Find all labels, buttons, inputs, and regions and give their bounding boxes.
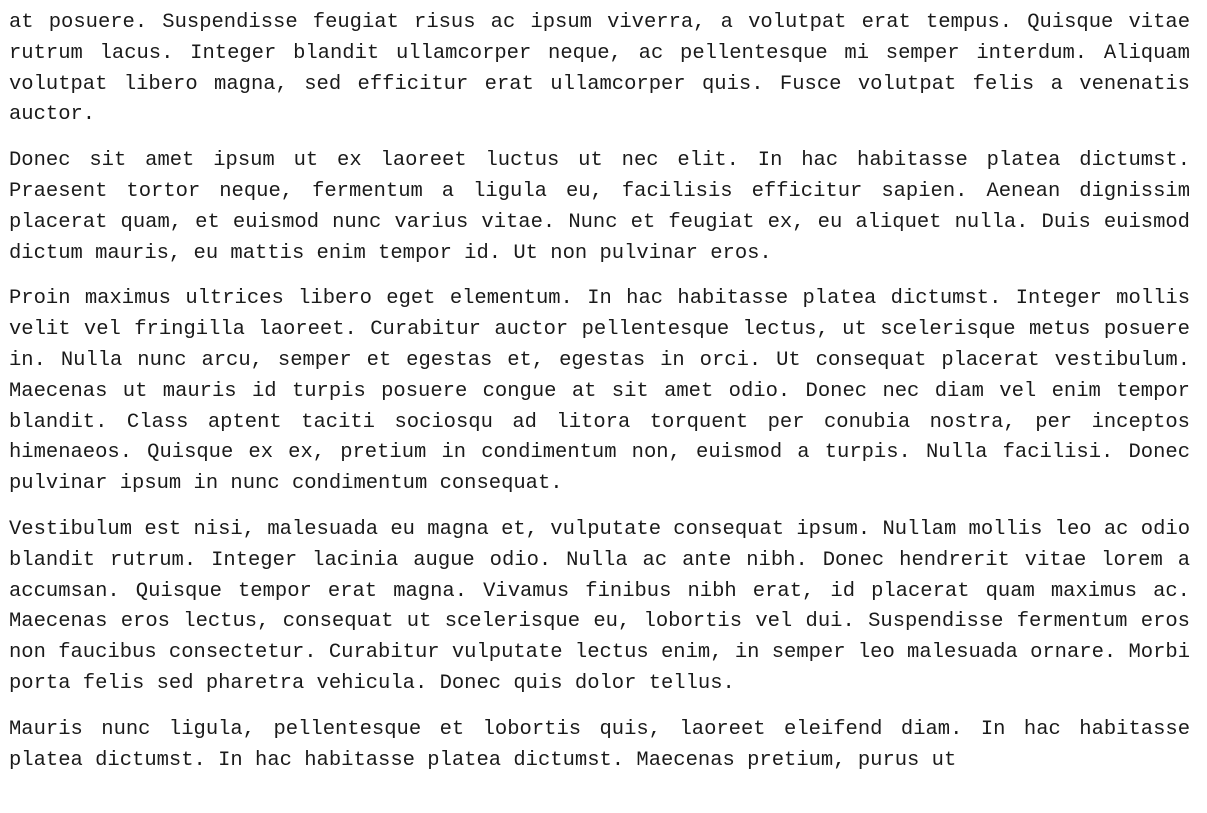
paragraph: Proin maximus ultrices libero eget elementum. In hac habitasse platea dictumst. Integer mollis velit vel fringilla laoreet. Curabitur auctor pellentesque lectus, ut scelerisque metus posuere in. Nulla nunc arcu, semper et egestas et, egestas in orci. Ut consequat placerat vestibulum. Maecenas ut mauris id turpis posuere congue at sit amet odio. Donec nec diam vel enim tempor blandit. Class aptent taciti sociosqu ad litora torquent per conubia nostra, per inceptos himenaeos. Quisque ex ex, pretium in condimentum non, euismod a turpis. Nulla facilisi. Donec pulvinar ipsum in nunc condimentum consequat. <box>9 287 1190 496</box>
document-body <box>9 8 1190 791</box>
paragraph: Mauris nunc ligula, pellentesque et lobortis quis, laoreet eleifend diam. In hac habitasse platea dictumst. In hac habitasse platea dictumst. Maecenas pretium, purus ut <box>9 717 1190 772</box>
paragraph: at posuere. Suspendisse feugiat risus ac ipsum viverra, a volutpat erat tempus. Quisque vitae rutrum lacus. Integer blandit ullamcorper neque, ac pellentesque mi semper interdum. Aliquam volutpat libero magna, sed efficitur erat ullamcorper quis. Fusce volutpat felis a venenatis auctor. <box>9 11 1190 127</box>
paragraph: Vestibulum est nisi, malesuada eu magna et, vulputate consequat ipsum. Nullam mollis leo ac odio blandit rutrum. Integer lacinia augue odio. Nulla ac ante nibh. Donec hendrerit vitae lorem a accumsan. Quisque tempor erat magna. Vivamus finibus nibh erat, id placerat quam maximus ac. Maecenas eros lectus, consequat ut scelerisque eu, lobortis vel dui. Suspendisse fermentum eros non faucibus consectetur. Curabitur vulputate lectus enim, in semper leo malesuada ornare. Morbi porta felis sed pharetra vehicula. Donec quis dolor tellus. <box>9 517 1190 695</box>
paragraph: Donec sit amet ipsum ut ex laoreet luctus ut nec elit. In hac habitasse platea dictumst. Praesent tortor neque, fermentum a ligula eu, facilisis efficitur sapien. Aenean dignissim placerat quam, et euismod nunc varius vitae. Nunc et feugiat ex, eu aliquet nulla. Duis euismod dictum mauris, eu mattis enim tempor id. Ut non pulvinar eros. <box>9 149 1190 265</box>
